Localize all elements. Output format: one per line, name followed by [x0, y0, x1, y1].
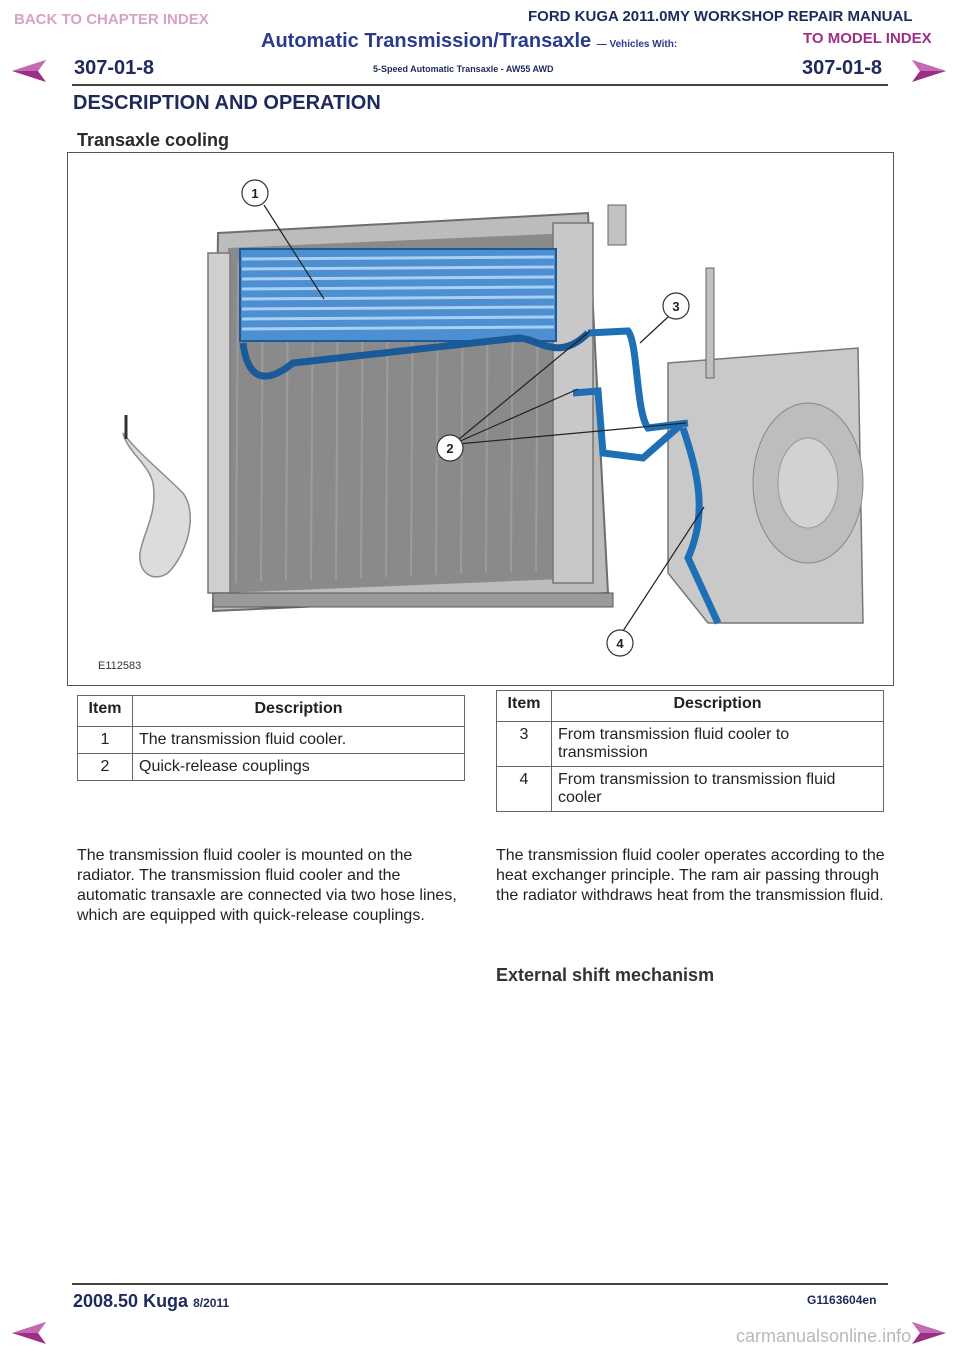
- table-row: [78, 727, 465, 754]
- footer-model: [73, 1291, 229, 1312]
- table-header-description: Description: [133, 696, 465, 727]
- figure-code: E112583: [98, 660, 142, 672]
- back-to-chapter-index-link[interactable]: BACK TO CHAPTER INDEX: [14, 11, 209, 28]
- callout-4: [607, 630, 633, 656]
- callout-1: [242, 180, 268, 206]
- svg-text:4: 4: [616, 636, 624, 651]
- item-number: 2: [78, 754, 133, 781]
- chapter-title: [261, 30, 677, 53]
- items-table-right: [496, 690, 884, 812]
- prev-page-arrow-icon[interactable]: [10, 58, 48, 84]
- page-number-right: 307-01-8: [802, 57, 883, 79]
- callout-2: [437, 435, 463, 461]
- transaxle-cooling-illustration: [68, 153, 893, 685]
- item-description: From transmission to transmission fluid cooler: [552, 767, 884, 812]
- items-table-left: [77, 695, 465, 781]
- svg-text:3: 3: [672, 299, 680, 314]
- item-number: 3: [497, 722, 552, 767]
- manual-title: FORD KUGA 2011.0MY WORKSHOP REPAIR MANUAL: [528, 8, 913, 25]
- footer-date: 8/2011: [193, 1296, 230, 1310]
- table-row: [497, 767, 884, 812]
- footer-model-name: 2008.50 Kuga: [73, 1291, 189, 1311]
- chapter-title-text: Automatic Transmission/Transaxle: [261, 30, 592, 52]
- figure-frame: [67, 152, 894, 686]
- item-number: 4: [497, 767, 552, 812]
- table-header-item: Item: [78, 696, 133, 727]
- to-model-index-link[interactable]: TO MODEL INDEX: [803, 30, 932, 47]
- heading-external-shift-mechanism: External shift mechanism: [496, 965, 715, 985]
- table-header-item: Item: [497, 691, 552, 722]
- footer-code: G1163604en: [807, 1293, 877, 1307]
- next-page-arrow-icon[interactable]: [910, 58, 948, 84]
- table-header-description: Description: [552, 691, 884, 722]
- table-row: [78, 754, 465, 781]
- prev-page-arrow-icon[interactable]: [10, 1320, 48, 1346]
- item-description: From transmission fluid cooler to transmission: [552, 722, 884, 767]
- section-heading: DESCRIPTION AND OPERATION: [73, 92, 381, 114]
- header-rule: [72, 84, 888, 86]
- transmission-fluid-cooler: [240, 249, 556, 341]
- figure-title: Transaxle cooling: [77, 130, 230, 150]
- footer-rule: [72, 1283, 888, 1285]
- svg-text:1: 1: [251, 186, 259, 201]
- vehicles-with-label: — Vehicles With:: [596, 39, 678, 50]
- next-page-arrow-icon[interactable]: [910, 1320, 948, 1346]
- item-number: 1: [78, 727, 133, 754]
- svg-text:2: 2: [446, 441, 454, 456]
- body-paragraph-left: The transmission fluid cooler is mounted on the radiator. The transmission fluid cooler and the automatic transaxle are connected via two hose lines, which are equipped with quick-release couplings.: [77, 847, 457, 924]
- item-description: Quick-release couplings: [133, 754, 465, 781]
- watermark: carmanualsonline.info: [736, 1326, 912, 1346]
- page-number-left: 307-01-8: [74, 57, 155, 79]
- item-description: The transmission fluid cooler.: [133, 727, 465, 754]
- chapter-subtitle: 5-Speed Automatic Transaxle - AW55 AWD: [373, 64, 554, 74]
- table-row: [497, 722, 884, 767]
- body-paragraph-right: The transmission fluid cooler operates according to the heat exchanger principle. The ram air passing through the radiator withdraws heat from the transmission fluid.: [496, 847, 885, 904]
- callout-3: [663, 293, 689, 319]
